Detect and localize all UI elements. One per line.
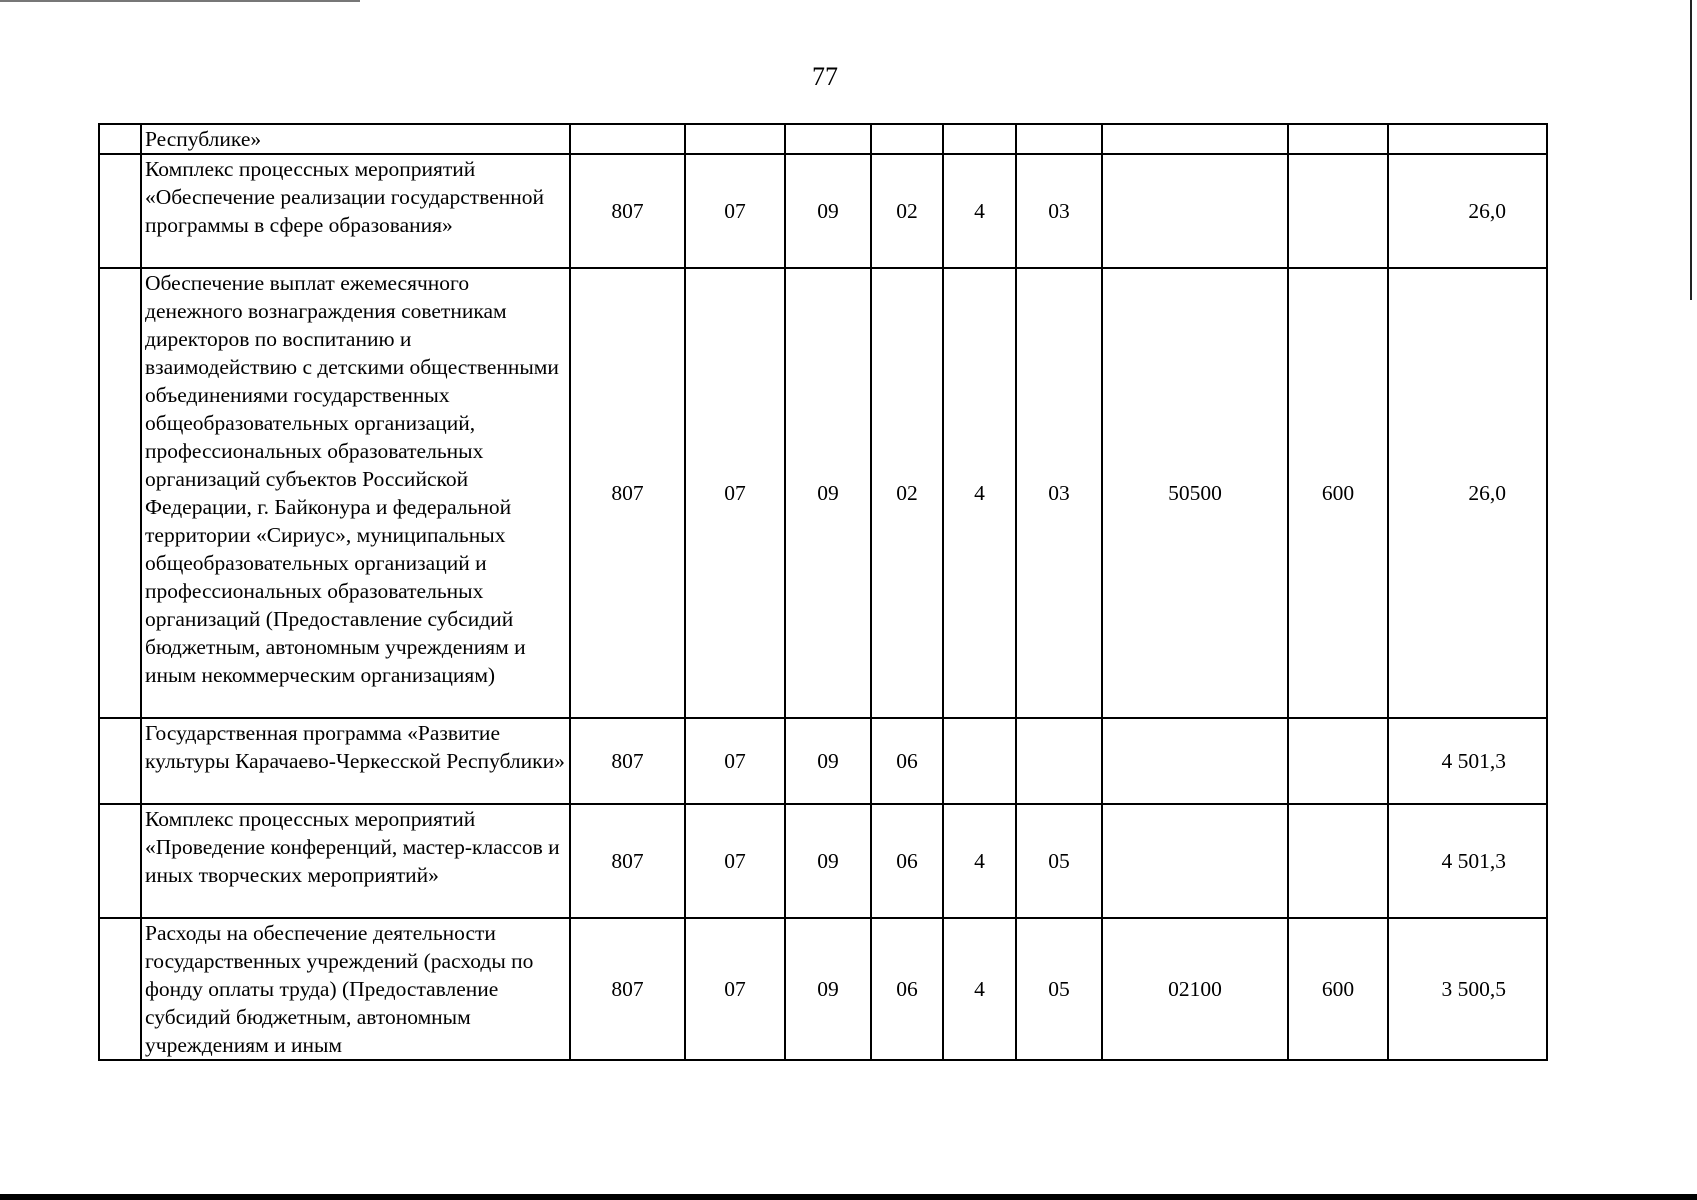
subprogram-cell: 03 xyxy=(1016,268,1102,718)
section-cell: 07 xyxy=(685,918,785,1060)
number-cell xyxy=(99,124,141,154)
subsection-cell: 09 xyxy=(785,718,871,804)
program-cell xyxy=(871,124,943,154)
number-cell xyxy=(99,804,141,918)
amount-cell xyxy=(1388,124,1547,154)
ministry-cell: 807 xyxy=(570,804,685,918)
scan-edge-top xyxy=(0,0,360,2)
table-row xyxy=(99,124,1547,154)
section-cell: 07 xyxy=(685,718,785,804)
type-cell: 4 xyxy=(943,918,1016,1060)
subsection-cell: 09 xyxy=(785,804,871,918)
subsection-cell: 09 xyxy=(785,918,871,1060)
direction-cell xyxy=(1102,154,1288,268)
table-row xyxy=(99,918,1547,1060)
type-cell: 4 xyxy=(943,268,1016,718)
section-cell: 07 xyxy=(685,268,785,718)
subprogram-cell: 05 xyxy=(1016,804,1102,918)
amount-cell: 3 500,5 xyxy=(1388,918,1547,1060)
table-row xyxy=(99,718,1547,804)
direction-cell xyxy=(1102,804,1288,918)
program-cell: 02 xyxy=(871,268,943,718)
subsection-cell: 09 xyxy=(785,154,871,268)
amount-cell: 4 501,3 xyxy=(1388,718,1547,804)
section-cell xyxy=(685,124,785,154)
number-cell xyxy=(99,918,141,1060)
section-cell: 07 xyxy=(685,804,785,918)
budget-table xyxy=(98,123,1548,1061)
ministry-cell: 807 xyxy=(570,918,685,1060)
type-cell xyxy=(943,124,1016,154)
program-cell: 02 xyxy=(871,154,943,268)
amount-cell: 26,0 xyxy=(1388,268,1547,718)
amount-cell: 4 501,3 xyxy=(1388,804,1547,918)
type-cell xyxy=(943,718,1016,804)
number-cell xyxy=(99,154,141,268)
program-cell: 06 xyxy=(871,918,943,1060)
subsection-cell xyxy=(785,124,871,154)
expense-type-cell xyxy=(1288,124,1388,154)
direction-cell xyxy=(1102,124,1288,154)
subprogram-cell xyxy=(1016,718,1102,804)
name-cell: Комплекс процессных мероприятий «Проведение конференций, мастер-классов и иных творческих мероприятий» xyxy=(141,804,570,918)
direction-cell xyxy=(1102,718,1288,804)
direction-cell: 02100 xyxy=(1102,918,1288,1060)
number-cell xyxy=(99,718,141,804)
table-row xyxy=(99,268,1547,718)
number-cell xyxy=(99,268,141,718)
subprogram-cell: 05 xyxy=(1016,918,1102,1060)
expense-type-cell xyxy=(1288,154,1388,268)
direction-cell: 50500 xyxy=(1102,268,1288,718)
scan-edge-bottom xyxy=(0,1194,1697,1200)
subprogram-cell: 03 xyxy=(1016,154,1102,268)
ministry-cell: 807 xyxy=(570,268,685,718)
amount-cell: 26,0 xyxy=(1388,154,1547,268)
program-cell: 06 xyxy=(871,718,943,804)
expense-type-cell xyxy=(1288,718,1388,804)
section-cell: 07 xyxy=(685,154,785,268)
subprogram-cell xyxy=(1016,124,1102,154)
expense-type-cell xyxy=(1288,804,1388,918)
program-cell: 06 xyxy=(871,804,943,918)
table-row xyxy=(99,804,1547,918)
table-row xyxy=(99,154,1547,268)
expense-type-cell: 600 xyxy=(1288,268,1388,718)
subsection-cell: 09 xyxy=(785,268,871,718)
ministry-cell: 807 xyxy=(570,718,685,804)
type-cell: 4 xyxy=(943,154,1016,268)
expense-type-cell: 600 xyxy=(1288,918,1388,1060)
name-cell: Обеспечение выплат ежемесячного денежного вознаграждения советникам директоров по воспитанию и взаимодействию с детскими общественными объединениями государственных общеобразовательных организаций, профессиональных образовательных организаций субъектов Российской Федерации, г. Байконура и федеральной территории «Сириус», муниципальных общеобразовательных организаций и профессиональных образовательных организаций (Предоставление субсидий бюджетным, автономным учреждениям и иным некоммерческим организациям) xyxy=(141,268,570,718)
name-cell: Государственная программа «Развитие культуры Карачаево-Черкесской Республики» xyxy=(141,718,570,804)
ministry-cell xyxy=(570,124,685,154)
type-cell: 4 xyxy=(943,804,1016,918)
scan-edge-right xyxy=(1690,0,1692,300)
ministry-cell: 807 xyxy=(570,154,685,268)
page-number: 77 xyxy=(812,62,838,91)
name-cell: Республике» xyxy=(141,124,570,154)
name-cell: Расходы на обеспечение деятельности государственных учреждений (расходы по фонду оплаты труда) (Предоставление субсидий бюджетным, автономным учреждениям и иным xyxy=(141,918,570,1060)
name-cell: Комплекс процессных мероприятий «Обеспечение реализации государственной программы в сфере образования» xyxy=(141,154,570,268)
